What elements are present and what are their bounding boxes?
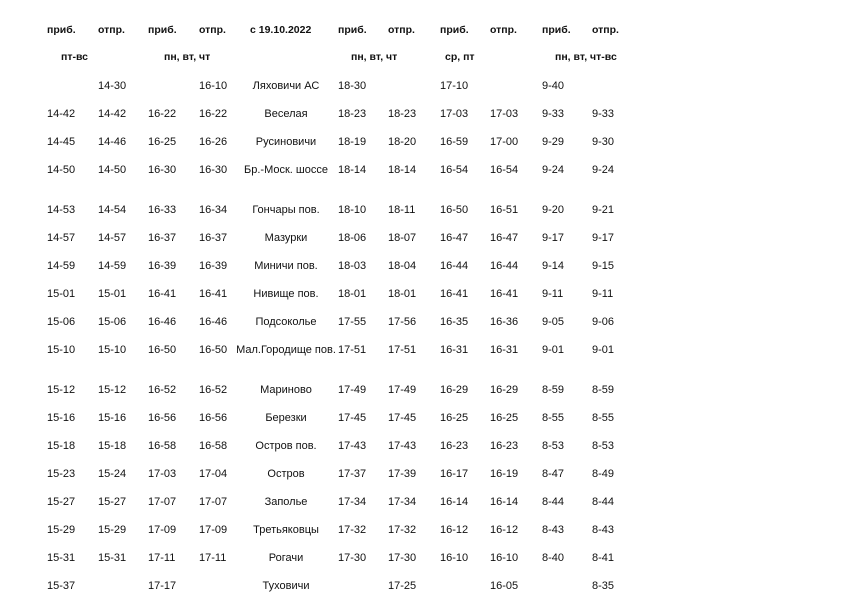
time-cell: 17-55 xyxy=(338,316,367,328)
stop-name: Рогачи xyxy=(268,552,304,564)
time-cell: 18-01 xyxy=(388,288,417,300)
time-cell: 16-36 xyxy=(490,316,519,328)
time-cell: 17-07 xyxy=(148,496,177,508)
time-cell: 14-59 xyxy=(47,260,76,272)
time-cell: 14-54 xyxy=(98,204,127,216)
time-cell: 8-44 xyxy=(542,496,565,508)
time-cell: 16-22 xyxy=(199,108,228,120)
time-cell: 16-59 xyxy=(440,136,469,148)
time-cell: 16-58 xyxy=(199,440,228,452)
stop-name: Ляховичи АС xyxy=(252,80,320,92)
time-cell: 17-17 xyxy=(148,580,177,592)
column-header: отпр. xyxy=(199,24,226,36)
time-cell: 18-30 xyxy=(338,80,367,92)
time-cell: 9-05 xyxy=(542,316,565,328)
time-cell: 16-35 xyxy=(440,316,469,328)
time-cell: 16-29 xyxy=(490,384,519,396)
time-cell: 17-07 xyxy=(199,496,228,508)
time-cell: 8-47 xyxy=(542,468,565,480)
time-cell: 18-19 xyxy=(338,136,367,148)
column-header: приб. xyxy=(47,24,76,36)
time-cell: 16-58 xyxy=(148,440,177,452)
time-cell: 16-10 xyxy=(440,552,469,564)
time-cell: 15-10 xyxy=(47,344,76,356)
time-cell: 17-56 xyxy=(388,316,417,328)
time-cell: 9-17 xyxy=(592,232,615,244)
time-cell: 14-46 xyxy=(98,136,127,148)
days-label: пн, вт, чт-вс xyxy=(555,51,617,63)
time-cell: 15-16 xyxy=(47,412,76,424)
time-cell: 9-30 xyxy=(592,136,615,148)
time-cell: 15-29 xyxy=(47,524,76,536)
time-cell: 9-33 xyxy=(542,108,565,120)
time-cell: 15-06 xyxy=(98,316,127,328)
time-cell: 8-43 xyxy=(592,524,615,536)
time-cell: 14-57 xyxy=(98,232,127,244)
stop-name: Мазурки xyxy=(264,232,308,244)
stop-name: Русиновичи xyxy=(255,136,317,148)
time-cell: 15-12 xyxy=(47,384,76,396)
time-cell: 14-45 xyxy=(47,136,76,148)
time-cell: 18-14 xyxy=(388,164,417,176)
time-cell: 8-44 xyxy=(592,496,615,508)
time-cell: 18-07 xyxy=(388,232,417,244)
time-cell: 9-06 xyxy=(592,316,615,328)
time-cell: 15-01 xyxy=(98,288,127,300)
time-cell: 15-18 xyxy=(98,440,127,452)
time-cell: 18-06 xyxy=(338,232,367,244)
time-cell: 17-04 xyxy=(199,468,228,480)
time-cell: 9-29 xyxy=(542,136,565,148)
time-cell: 14-30 xyxy=(98,80,127,92)
time-cell: 16-30 xyxy=(199,164,228,176)
stop-name: Гончары пов. xyxy=(252,204,320,216)
stop-name: Миничи пов. xyxy=(254,260,318,272)
time-cell: 16-39 xyxy=(199,260,228,272)
time-cell: 9-11 xyxy=(592,288,614,300)
stop-name: Бр.-Моск. шоссе xyxy=(244,164,328,176)
time-cell: 14-42 xyxy=(98,108,127,120)
time-cell: 9-15 xyxy=(592,260,615,272)
time-cell: 17-45 xyxy=(388,412,417,424)
time-cell: 17-49 xyxy=(388,384,417,396)
time-cell: 16-05 xyxy=(490,580,519,592)
time-cell: 16-25 xyxy=(440,412,469,424)
time-cell: 16-41 xyxy=(490,288,519,300)
time-cell: 16-25 xyxy=(490,412,519,424)
time-cell: 16-39 xyxy=(148,260,177,272)
time-cell: 16-23 xyxy=(440,440,469,452)
time-cell: 16-56 xyxy=(148,412,177,424)
time-cell: 9-33 xyxy=(592,108,615,120)
time-cell: 18-04 xyxy=(388,260,417,272)
time-cell: 17-03 xyxy=(490,108,519,120)
time-cell: 16-50 xyxy=(199,344,228,356)
stop-name: Мариново xyxy=(260,384,312,396)
time-cell: 17-11 xyxy=(199,552,227,564)
column-header: отпр. xyxy=(388,24,415,36)
time-cell: 17-43 xyxy=(338,440,367,452)
time-cell: 17-11 xyxy=(148,552,176,564)
time-cell: 16-37 xyxy=(148,232,177,244)
time-cell: 8-40 xyxy=(542,552,565,564)
time-cell: 17-09 xyxy=(199,524,228,536)
time-cell: 16-41 xyxy=(148,288,177,300)
days-label: пт-вс xyxy=(61,51,89,63)
stop-name: Мал.Городище пов. xyxy=(236,344,336,356)
time-cell: 8-59 xyxy=(542,384,565,396)
time-cell: 16-56 xyxy=(199,412,228,424)
time-cell: 17-34 xyxy=(388,496,417,508)
time-cell: 17-51 xyxy=(338,344,367,356)
time-cell: 9-11 xyxy=(542,288,564,300)
time-cell: 16-54 xyxy=(440,164,469,176)
time-cell: 16-23 xyxy=(490,440,519,452)
time-cell: 9-24 xyxy=(592,164,615,176)
time-cell: 17-49 xyxy=(338,384,367,396)
time-cell: 16-29 xyxy=(440,384,469,396)
time-cell: 16-50 xyxy=(440,204,469,216)
time-cell: 16-14 xyxy=(440,496,469,508)
time-cell: 14-42 xyxy=(47,108,76,120)
time-cell: 16-10 xyxy=(490,552,519,564)
time-cell: 17-32 xyxy=(388,524,417,536)
time-cell: 15-31 xyxy=(47,552,76,564)
time-cell: 15-31 xyxy=(98,552,127,564)
column-header: приб. xyxy=(440,24,469,36)
time-cell: 15-10 xyxy=(98,344,127,356)
time-cell: 17-39 xyxy=(388,468,417,480)
time-cell: 16-44 xyxy=(440,260,469,272)
time-cell: 16-46 xyxy=(199,316,228,328)
time-cell: 17-03 xyxy=(148,468,177,480)
time-cell: 16-50 xyxy=(148,344,177,356)
time-cell: 8-55 xyxy=(542,412,565,424)
time-cell: 8-35 xyxy=(592,580,615,592)
stop-name: Третьяковцы xyxy=(253,524,319,536)
time-cell: 8-59 xyxy=(592,384,615,396)
stop-name: Заполье xyxy=(264,496,308,508)
time-cell: 16-54 xyxy=(490,164,519,176)
time-cell: 9-21 xyxy=(592,204,615,216)
stop-name: Подсоколье xyxy=(255,316,317,328)
time-cell: 17-25 xyxy=(388,580,417,592)
time-cell: 16-41 xyxy=(199,288,228,300)
time-cell: 16-46 xyxy=(148,316,177,328)
time-cell: 9-17 xyxy=(542,232,565,244)
time-cell: 18-03 xyxy=(338,260,367,272)
time-cell: 17-51 xyxy=(388,344,417,356)
time-cell: 15-16 xyxy=(98,412,127,424)
time-cell: 9-20 xyxy=(542,204,565,216)
time-cell: 15-06 xyxy=(47,316,76,328)
time-cell: 16-52 xyxy=(199,384,228,396)
time-cell: 17-09 xyxy=(148,524,177,536)
stop-name: Веселая xyxy=(264,108,308,120)
time-cell: 16-47 xyxy=(490,232,519,244)
time-cell: 16-44 xyxy=(490,260,519,272)
time-cell: 17-37 xyxy=(338,468,367,480)
time-cell: 14-50 xyxy=(47,164,76,176)
time-cell: 15-23 xyxy=(47,468,76,480)
time-cell: 8-53 xyxy=(542,440,565,452)
column-header: с 19.10.2022 xyxy=(250,24,312,36)
stop-name: Остров пов. xyxy=(255,440,317,452)
time-cell: 8-53 xyxy=(592,440,615,452)
time-cell: 18-11 xyxy=(388,204,416,216)
time-cell: 8-55 xyxy=(592,412,615,424)
time-cell: 14-50 xyxy=(98,164,127,176)
column-header: приб. xyxy=(148,24,177,36)
time-cell: 18-01 xyxy=(338,288,367,300)
time-cell: 16-26 xyxy=(199,136,228,148)
stop-name: Остров xyxy=(267,468,305,480)
time-cell: 8-43 xyxy=(542,524,565,536)
time-cell: 18-23 xyxy=(388,108,417,120)
time-cell: 9-24 xyxy=(542,164,565,176)
time-cell: 8-41 xyxy=(592,552,615,564)
time-cell: 16-22 xyxy=(148,108,177,120)
time-cell: 14-59 xyxy=(98,260,127,272)
time-cell: 17-45 xyxy=(338,412,367,424)
time-cell: 16-34 xyxy=(199,204,228,216)
time-cell: 16-51 xyxy=(490,204,519,216)
time-cell: 16-31 xyxy=(440,344,469,356)
time-cell: 8-49 xyxy=(592,468,615,480)
time-cell: 17-32 xyxy=(338,524,367,536)
column-header: отпр. xyxy=(98,24,125,36)
stop-name: Березки xyxy=(265,412,307,424)
days-label: ср, пт xyxy=(445,51,475,63)
time-cell: 16-14 xyxy=(490,496,519,508)
time-cell: 17-00 xyxy=(490,136,519,148)
time-cell: 16-12 xyxy=(490,524,519,536)
time-cell: 14-57 xyxy=(47,232,76,244)
time-cell: 16-31 xyxy=(490,344,519,356)
time-cell: 18-14 xyxy=(338,164,367,176)
time-cell: 17-43 xyxy=(388,440,417,452)
time-cell: 16-19 xyxy=(490,468,519,480)
time-cell: 15-12 xyxy=(98,384,127,396)
time-cell: 9-01 xyxy=(592,344,615,356)
time-cell: 17-03 xyxy=(440,108,469,120)
time-cell: 17-10 xyxy=(440,80,469,92)
time-cell: 18-10 xyxy=(338,204,367,216)
time-cell: 17-34 xyxy=(338,496,367,508)
time-cell: 16-47 xyxy=(440,232,469,244)
time-cell: 15-27 xyxy=(98,496,127,508)
time-cell: 16-12 xyxy=(440,524,469,536)
time-cell: 9-01 xyxy=(542,344,565,356)
time-cell: 9-14 xyxy=(542,260,565,272)
time-cell: 16-17 xyxy=(440,468,469,480)
time-cell: 16-33 xyxy=(148,204,177,216)
time-cell: 16-52 xyxy=(148,384,177,396)
days-label: пн, вт, чт xyxy=(164,51,211,63)
time-cell: 17-30 xyxy=(388,552,417,564)
time-cell: 14-53 xyxy=(47,204,76,216)
time-cell: 16-25 xyxy=(148,136,177,148)
time-cell: 16-30 xyxy=(148,164,177,176)
time-cell: 9-40 xyxy=(542,80,565,92)
time-cell: 15-37 xyxy=(47,580,76,592)
time-cell: 17-30 xyxy=(338,552,367,564)
column-header: приб. xyxy=(338,24,367,36)
time-cell: 18-23 xyxy=(338,108,367,120)
time-cell: 15-18 xyxy=(47,440,76,452)
time-cell: 15-27 xyxy=(47,496,76,508)
stop-name: Туховичи xyxy=(262,580,310,592)
time-cell: 16-41 xyxy=(440,288,469,300)
time-cell: 18-20 xyxy=(388,136,417,148)
stop-name: Нивище пов. xyxy=(253,288,319,300)
time-cell: 15-29 xyxy=(98,524,127,536)
time-cell: 16-10 xyxy=(199,80,228,92)
column-header: отпр. xyxy=(592,24,619,36)
column-header: приб. xyxy=(542,24,571,36)
days-label: пн, вт, чт xyxy=(351,51,398,63)
column-header: отпр. xyxy=(490,24,517,36)
time-cell: 16-37 xyxy=(199,232,228,244)
time-cell: 15-01 xyxy=(47,288,76,300)
time-cell: 15-24 xyxy=(98,468,127,480)
